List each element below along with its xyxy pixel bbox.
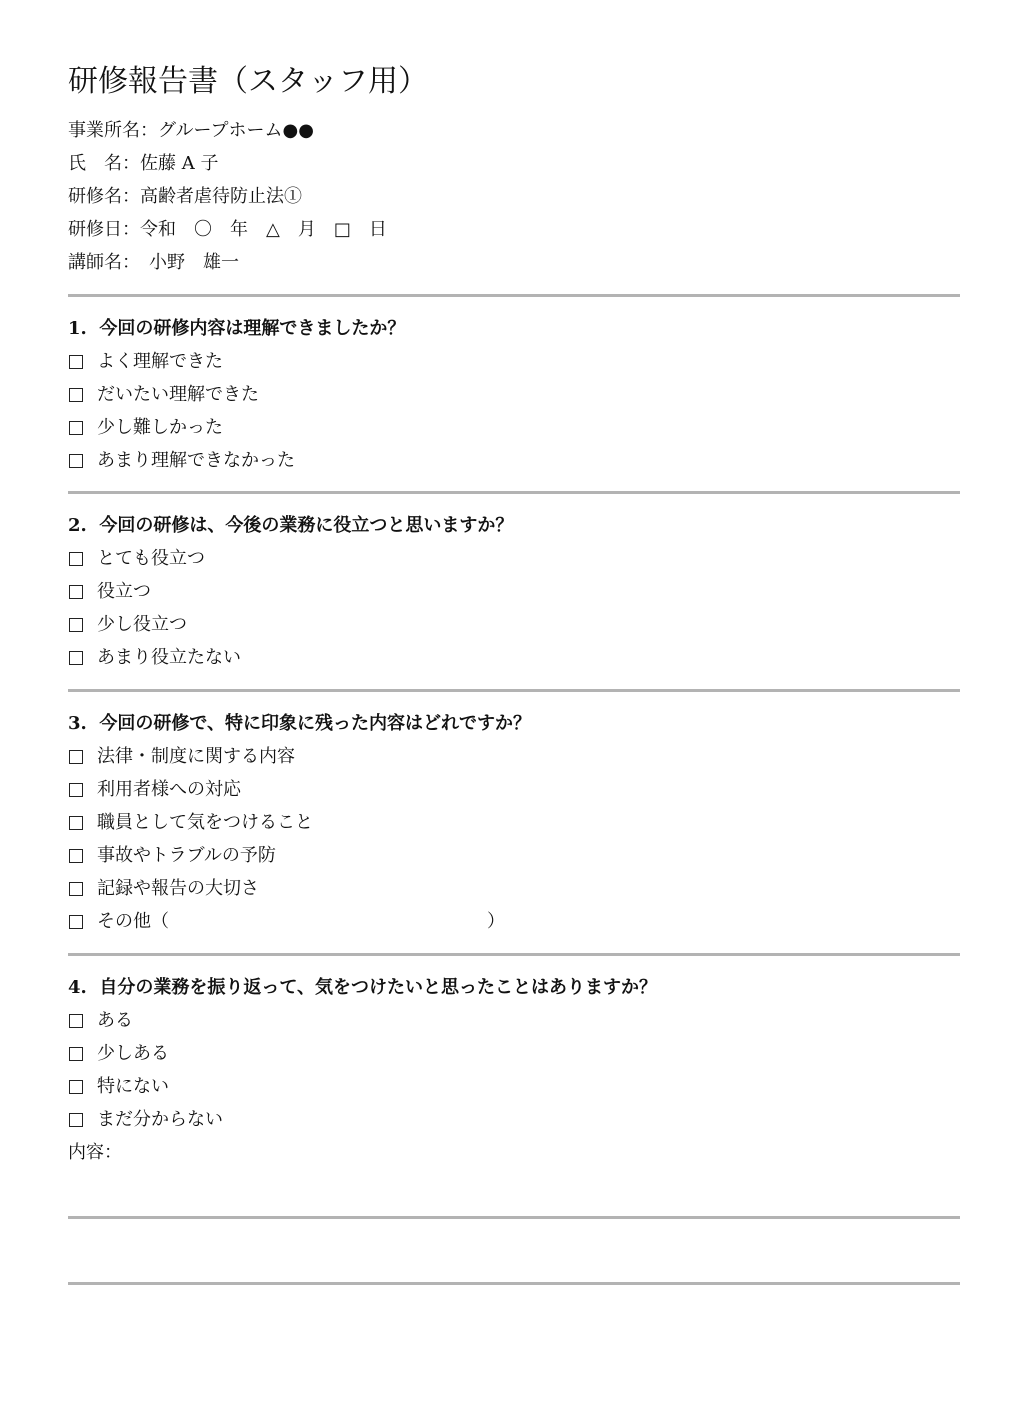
option-label: 役立つ <box>97 581 151 602</box>
checkbox[interactable] <box>69 1047 83 1061</box>
training-date: 研修日：令和 〇 年 △ 月 □ 日 <box>68 219 387 240</box>
checkbox[interactable] <box>69 355 83 369</box>
checkbox[interactable] <box>69 585 83 599</box>
q1-option-2 <box>68 378 259 411</box>
content-label: 内容： <box>68 1142 122 1163</box>
divider <box>68 491 960 494</box>
option-label: 職員として気をつけること <box>97 812 313 833</box>
question-3: 3. 今回の研修で、特に印象に残った内容はどれですか？ <box>68 713 531 734</box>
q1-option-1 <box>68 345 223 378</box>
question-1: 1. 今回の研修内容は理解できましたか？ <box>68 318 406 339</box>
q4-option-2 <box>68 1037 169 1070</box>
q4-option-4 <box>68 1103 223 1136</box>
q2-option-3 <box>68 608 187 641</box>
checkbox[interactable] <box>69 783 83 797</box>
instructor-name: 講師名： 小野 雄一 <box>68 252 239 273</box>
option-label: よく理解できた <box>97 351 223 372</box>
checkbox[interactable] <box>69 388 83 402</box>
q3-option-2 <box>68 773 241 806</box>
training-name: 研修名：高齢者虐待防止法① <box>68 186 302 207</box>
staff-name: 氏 名：佐藤 A 子 <box>68 153 219 174</box>
divider <box>68 953 960 956</box>
question-2: 2. 今回の研修は、今後の業務に役立つと思いますか？ <box>68 515 514 536</box>
checkbox[interactable] <box>69 1113 83 1127</box>
q2-option-1 <box>68 542 205 575</box>
other-field <box>97 905 505 938</box>
content-input-line-2[interactable] <box>68 1224 964 1284</box>
checkbox[interactable] <box>69 618 83 632</box>
q3-option-5 <box>68 872 259 905</box>
option-label: あまり理解できなかった <box>97 450 295 471</box>
divider <box>68 294 960 297</box>
option-label: まだ分からない <box>97 1109 223 1130</box>
checkbox[interactable] <box>69 750 83 764</box>
q2-option-2 <box>68 575 151 608</box>
option-label: あまり役立たない <box>97 647 241 668</box>
q4-option-1 <box>68 1004 133 1037</box>
option-label: 少し役立つ <box>97 614 187 635</box>
checkbox[interactable] <box>69 816 83 830</box>
other-close-label: ） <box>487 911 505 932</box>
q3-option-1 <box>68 740 295 773</box>
office-name: 事業所名：グループホーム●● <box>68 120 314 141</box>
q1-option-4 <box>68 444 295 477</box>
checkbox[interactable] <box>69 651 83 665</box>
checkbox[interactable] <box>69 1014 83 1028</box>
question-4: 4. 自分の業務を振り返って、気をつけたいと思ったことはありますか？ <box>68 977 657 998</box>
option-label: 少しある <box>97 1043 169 1064</box>
option-label: 特にない <box>97 1076 169 1097</box>
option-label: ある <box>97 1010 133 1031</box>
option-label: とても役立つ <box>97 548 205 569</box>
option-label: 少し難しかった <box>97 417 223 438</box>
q1-option-3 <box>68 411 223 444</box>
checkbox[interactable] <box>69 552 83 566</box>
divider <box>68 1282 960 1285</box>
checkbox[interactable] <box>69 454 83 468</box>
option-label: 法律・制度に関する内容 <box>97 746 295 767</box>
option-label: 記録や報告の大切さ <box>97 878 259 899</box>
checkbox[interactable] <box>69 849 83 863</box>
checkbox[interactable] <box>69 915 83 929</box>
other-open-label: その他（ <box>97 911 169 932</box>
checkbox[interactable] <box>69 1080 83 1094</box>
q2-option-4 <box>68 641 241 674</box>
q4-option-3 <box>68 1070 169 1103</box>
checkbox[interactable] <box>69 421 83 435</box>
divider <box>68 1216 960 1219</box>
q3-option-3 <box>68 806 313 839</box>
checkbox[interactable] <box>69 882 83 896</box>
q3-option-4 <box>68 839 276 872</box>
option-label: だいたい理解できた <box>97 384 259 405</box>
page-title: 研修報告書（スタッフ用） <box>68 64 428 99</box>
divider <box>68 689 960 692</box>
option-label: 利用者様への対応 <box>97 779 241 800</box>
content-input[interactable] <box>68 1160 964 1220</box>
q3-option-other <box>68 905 505 938</box>
option-label: 事故やトラブルの予防 <box>97 845 276 866</box>
